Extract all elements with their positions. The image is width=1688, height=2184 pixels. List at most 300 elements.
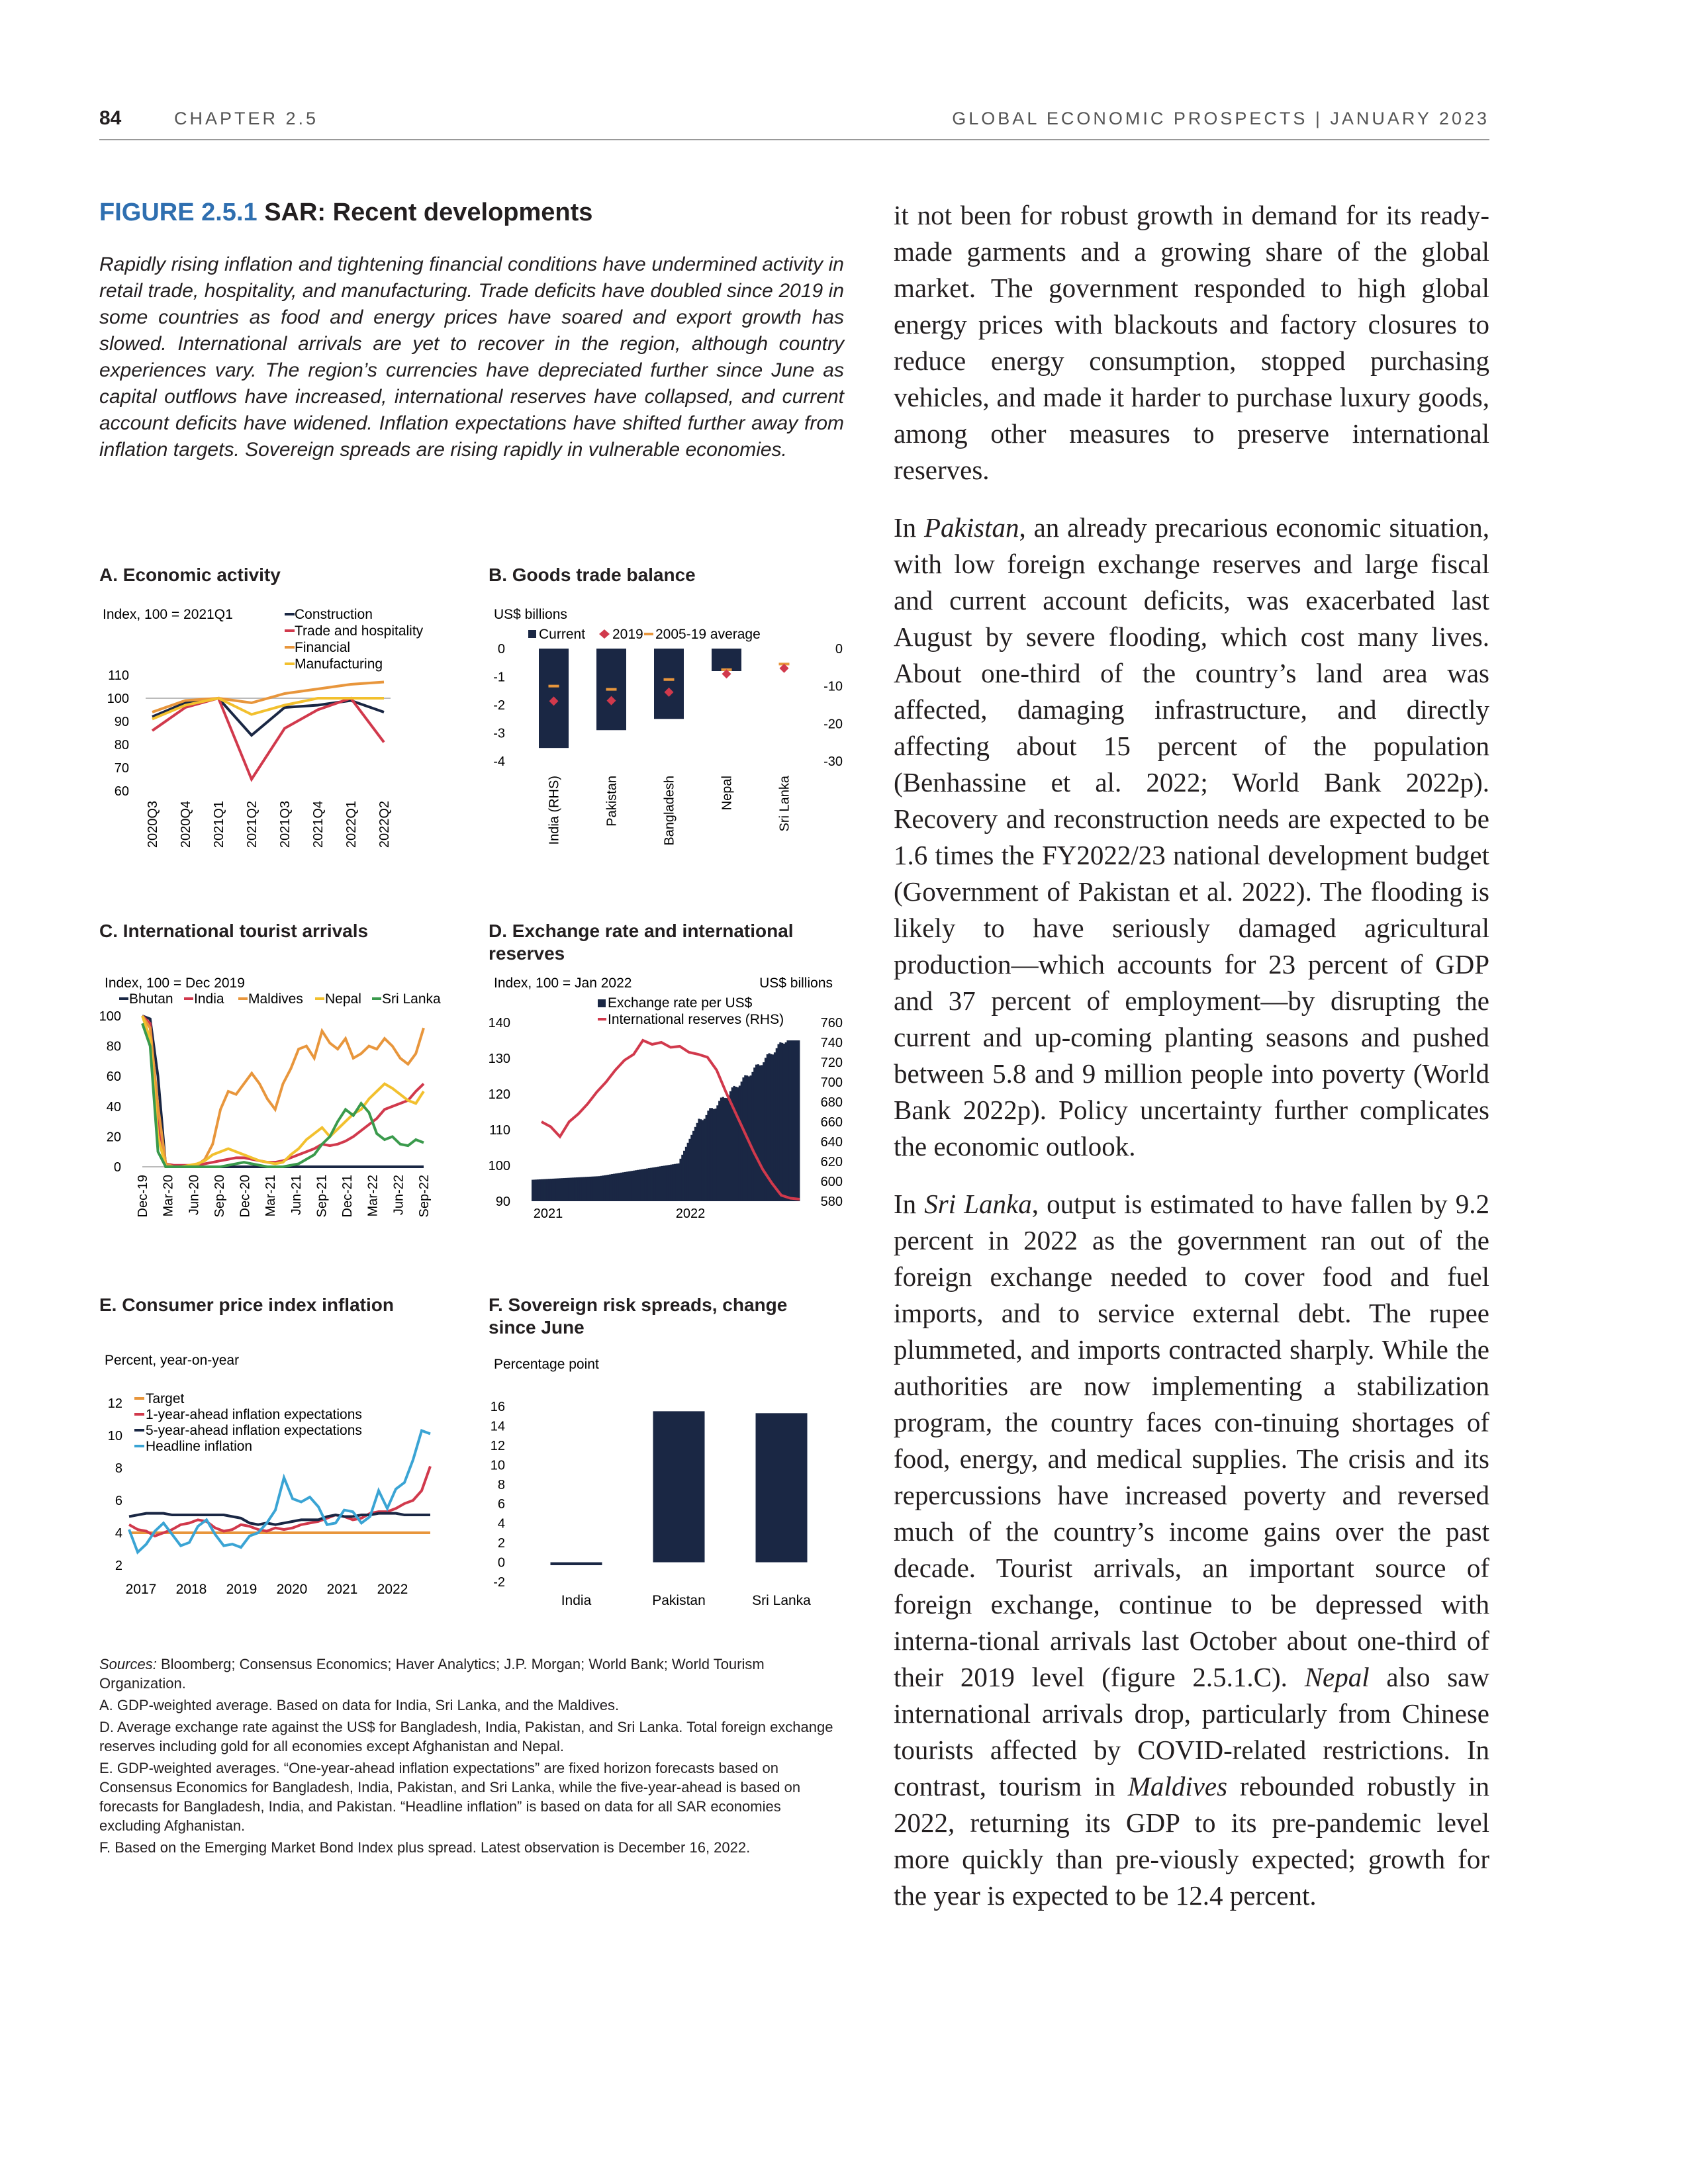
- chart-d-bar: [589, 1177, 591, 1201]
- chart-e-ytick: 6: [115, 1494, 122, 1508]
- chart-b-xtick: Pakistan: [604, 776, 620, 827]
- p3-country2: Nepal: [1304, 1662, 1370, 1692]
- chart-c-xtick: Jun-22: [391, 1175, 406, 1216]
- panel-d-title-line2: reserves: [489, 943, 565, 964]
- chart-d-bar: [550, 1179, 552, 1201]
- chart-e-xtick: 2019: [226, 1582, 258, 1597]
- chart-b-legend-label: Current: [539, 627, 586, 642]
- chart-d-bar: [565, 1178, 567, 1201]
- chart-d-ytick-left: 110: [489, 1123, 510, 1138]
- chart-d-bar: [598, 1176, 600, 1201]
- chart-a-ytick: 70: [114, 761, 129, 776]
- chart-c-ytick: 100: [99, 1009, 121, 1024]
- chart-d-bar: [688, 1139, 690, 1201]
- panel-f-title: [489, 1294, 787, 1339]
- chart-d-bar: [659, 1166, 661, 1201]
- chart-d-bar: [574, 1177, 576, 1201]
- chart-f-ytick: 2: [497, 1536, 505, 1551]
- chart-e-series-5-year-ahead-inflation-expectations: [129, 1514, 430, 1525]
- chart-a-xtick: 2021Q3: [278, 801, 293, 848]
- chart-d-bar: [576, 1177, 578, 1201]
- chart-d-bar: [536, 1179, 538, 1201]
- chart-a-economic-activity: [93, 602, 463, 893]
- chart-d-bar: [678, 1163, 680, 1201]
- chart-d-bar: [776, 1048, 778, 1201]
- chart-f-xtick: India: [561, 1593, 592, 1608]
- chart-a-ytick: 90: [114, 715, 129, 729]
- chart-f-xtick: Sri Lanka: [752, 1593, 811, 1608]
- chart-d-bar: [555, 1179, 557, 1201]
- chart-f-unit: Percentage point: [494, 1357, 599, 1372]
- chart-d-bar: [670, 1165, 672, 1201]
- chart-f-ytick: 0: [497, 1555, 505, 1570]
- chart-c-series-maldives: [142, 1016, 424, 1167]
- chart-d-bar: [786, 1040, 788, 1201]
- chart-c-series-india: [142, 1016, 424, 1165]
- chart-d-ytick-left: 90: [495, 1195, 510, 1209]
- chart-d-bar: [563, 1178, 565, 1201]
- chart-d-bar: [702, 1120, 704, 1201]
- chart-b-xtick: Nepal: [720, 776, 735, 811]
- p3-lead: In: [894, 1189, 925, 1219]
- chart-d-bar: [624, 1172, 626, 1201]
- chart-b-legend-swatch: [528, 630, 536, 638]
- chart-d-bar: [665, 1165, 667, 1201]
- notes-f: F. Based on the Emerging Market Bond Index plus spread. Latest observation is December 16, 2022.: [99, 1839, 751, 1856]
- chart-d-bar: [635, 1170, 637, 1201]
- chart-c-legend-label: Nepal: [325, 991, 361, 1007]
- chart-a-xtick: 2021Q4: [311, 801, 326, 848]
- chart-d-legend-label: International reserves (RHS): [608, 1012, 784, 1027]
- panel-d-title: [489, 920, 794, 965]
- chart-d-bar: [653, 1167, 655, 1201]
- panel-f-title-line1: F. Sovereign risk spreads, change: [489, 1295, 788, 1315]
- chart-d-bar: [632, 1171, 633, 1201]
- chart-b-xtick: Sri Lanka: [777, 776, 792, 832]
- figure-number: FIGURE 2.5.1: [99, 199, 258, 226]
- chart-a-xtick: 2022Q2: [377, 801, 392, 848]
- p3-mid: , output is estimated to have fallen by 9.2 percent in 2022 as the government ran out of the foreign exchange needed to cover food and fuel imports, and to service external debt. The rupee plummeted, and imports contracted sharply. While the authorities are now implementing a stabilization program, the country faces con-tinuing shortages of food, energy, and medical supplies. The crisis and its repercussions have increased poverty and reversed much of the country’s income gains over the past decade. Tourist arrivals, an important source of foreign exchange, continue to be depressed with interna-tional arrivals last October about one-third of their 2019 level (figure 2.5.1.C).: [894, 1189, 1489, 1692]
- chart-d-bar: [794, 1040, 796, 1201]
- chart-d-ytick-right: 720: [820, 1056, 843, 1070]
- chart-a-xtick: 2020Q3: [146, 801, 160, 848]
- chart-d-bar: [722, 1097, 724, 1201]
- panel-a-title: A. Economic activity: [99, 565, 281, 585]
- chart-c-xtick: Dec-21: [340, 1175, 355, 1218]
- chart-d-ytick-left: 120: [488, 1087, 510, 1102]
- chart-e-legend-label: Target: [146, 1391, 185, 1406]
- figure-notes: [99, 1655, 844, 1860]
- chart-d-bar: [571, 1177, 573, 1201]
- chart-d-bar: [578, 1177, 580, 1201]
- chart-d-legend-swatch: [598, 999, 606, 1007]
- chart-d-bar: [676, 1163, 678, 1201]
- chart-d-bar: [622, 1172, 624, 1201]
- chart-d-bar: [696, 1123, 698, 1201]
- chart-d-bar: [727, 1095, 729, 1201]
- chart-d-ytick-right: 640: [820, 1135, 843, 1150]
- chart-a-xtick: 2020Q4: [179, 801, 193, 848]
- chart-d-ytick-right: 660: [820, 1115, 843, 1130]
- chart-d-bar: [554, 1179, 556, 1201]
- chart-c-xtick: Jun-20: [187, 1175, 202, 1216]
- chart-d-bar: [785, 1042, 787, 1201]
- chart-b-unit: US$ billions: [494, 607, 567, 622]
- chart-c-series-bhutan: [142, 1016, 424, 1167]
- chart-f-sovereign-spreads: [482, 1343, 853, 1635]
- chart-b-ytick-left: 0: [497, 642, 505, 657]
- chart-d-bar: [690, 1135, 692, 1201]
- chart-c-xtick: Sep-22: [417, 1175, 432, 1218]
- chart-d-bar: [742, 1077, 744, 1201]
- chart-d-bar: [715, 1109, 717, 1201]
- chart-c-legend-label: Bhutan: [129, 991, 173, 1007]
- chart-d-bar: [637, 1170, 639, 1201]
- chart-b-ytick-left: -3: [493, 726, 505, 741]
- chart-d-bar: [548, 1179, 550, 1201]
- chart-c-ytick: 80: [106, 1039, 121, 1054]
- chart-d-bar: [713, 1109, 715, 1201]
- chart-d-bar: [709, 1108, 711, 1201]
- chart-d-bar: [735, 1087, 737, 1201]
- page-number: 84: [99, 107, 122, 129]
- chart-d-bar: [609, 1175, 611, 1202]
- chart-d-bar: [726, 1098, 727, 1201]
- chart-d-bar: [600, 1176, 602, 1201]
- chart-b-xtick: India (RHS): [547, 776, 562, 845]
- chart-d-legend-label: Exchange rate per US$: [608, 995, 753, 1011]
- chart-b-legend-label: 2019: [612, 627, 643, 642]
- body-paragraph-2: [894, 510, 1489, 1165]
- chart-d-bar: [711, 1108, 713, 1201]
- chart-c-xtick: Dec-19: [136, 1175, 150, 1218]
- chart-d-bar: [534, 1179, 536, 1201]
- chart-d-bar: [763, 1062, 765, 1201]
- chart-d-unit-right: US$ billions: [759, 976, 833, 991]
- chart-b-legend-swatch: [599, 629, 610, 639]
- p2-rest: , an already precarious economic situation, with low foreign exchange reserves and large fiscal and current account deficits, was exacerbated last August by severe flooding, which cost many lives. About one-third of the country’s land area was affected, damaging infrastructure, and directly affecting about 15 percent of the population (Benhassine et al. 2022; World Bank 2022p). Recovery and reconstruction needs are expected to be 1.6 times the FY2022/23 national development budget (Government of Pakistan et al. 2022). The flooding is likely to have seriously damaged agricultural production—which accounts for 23 percent of GDP and 37 percent of employment—by disrupting the current and up-coming planting seasons and pushed between 5.8 and 9 million people into poverty (World Bank 2022p). Policy uncertainty further complicates the economic outlook.: [894, 512, 1489, 1161]
- chart-f-xtick: Pakistan: [652, 1593, 706, 1608]
- chart-a-legend-label: Financial: [295, 640, 351, 655]
- chart-d-bar: [765, 1058, 767, 1201]
- chart-e-ytick: 8: [115, 1461, 122, 1476]
- chart-b-ytick-right: -10: [823, 679, 843, 694]
- chart-d-bar: [669, 1165, 671, 1201]
- chart-d-bar: [706, 1115, 708, 1201]
- chart-d-bar: [545, 1179, 547, 1201]
- chart-b-legend-label: 2005-19 average: [655, 627, 761, 642]
- chart-c-xtick: Mar-22: [365, 1175, 381, 1217]
- chart-d-bar: [585, 1177, 587, 1201]
- chart-d-bar: [729, 1091, 731, 1201]
- chart-d-bar: [716, 1105, 718, 1201]
- chart-f-bar-india: [551, 1563, 602, 1565]
- chart-d-bar: [594, 1177, 596, 1202]
- chart-f-ytick: 12: [490, 1438, 505, 1453]
- chart-d-bar: [613, 1174, 615, 1201]
- body-text: [894, 197, 1489, 1935]
- notes-sources-label: Sources:: [99, 1656, 157, 1672]
- chart-d-bar: [639, 1169, 641, 1201]
- chart-f-ytick: 4: [497, 1516, 505, 1531]
- chart-d-bar: [687, 1143, 689, 1201]
- header-rule: [99, 139, 1489, 140]
- chart-d-bar: [590, 1177, 592, 1201]
- chart-d-bar: [539, 1179, 541, 1201]
- chart-b-bar-nepal: [712, 649, 741, 671]
- chart-d-bar: [657, 1167, 659, 1201]
- chart-d-bar: [781, 1043, 783, 1201]
- chart-d-bar: [655, 1167, 657, 1201]
- p3-country: Sri Lanka: [924, 1189, 1032, 1219]
- chart-d-bar: [792, 1040, 794, 1201]
- chart-b-ytick-left: -1: [493, 670, 505, 685]
- chart-d-bar: [626, 1171, 628, 1201]
- chart-d-bar: [592, 1177, 594, 1201]
- figure-title-text: SAR: Recent developments: [264, 199, 593, 226]
- chart-c-xtick: Jun-21: [289, 1175, 304, 1216]
- chart-e-legend-label: 1-year-ahead inflation expectations: [146, 1407, 362, 1422]
- chart-e-ytick: 10: [107, 1429, 122, 1443]
- chart-d-bar: [559, 1178, 561, 1201]
- chart-d-bar: [759, 1066, 761, 1201]
- chart-c-ytick: 20: [106, 1130, 121, 1145]
- chart-d-bar: [596, 1176, 598, 1201]
- p2-lead: In: [894, 512, 925, 543]
- chart-f-ytick: -2: [493, 1575, 505, 1590]
- chart-d-bar: [777, 1044, 779, 1201]
- chart-c-legend-label: India: [194, 991, 224, 1007]
- chart-b-xtick: Bangladesh: [662, 776, 677, 846]
- chart-d-bar: [672, 1164, 674, 1201]
- chart-d-bar: [652, 1167, 654, 1201]
- chart-c-xtick: Sep-20: [212, 1175, 227, 1218]
- chart-d-bar: [583, 1177, 585, 1201]
- chart-a-legend-label: Trade and hospitality: [295, 623, 424, 639]
- chart-f-ytick: 8: [497, 1477, 505, 1492]
- chart-a-unit: Index, 100 = 2021Q1: [103, 607, 233, 622]
- chart-d-bar: [737, 1087, 739, 1201]
- chart-d-bar: [552, 1179, 554, 1201]
- chart-c-tourist-arrivals: [93, 966, 463, 1257]
- chart-a-ytick: 80: [114, 738, 129, 752]
- chart-d-bar: [679, 1159, 681, 1201]
- chart-e-xtick: 2021: [326, 1582, 358, 1597]
- chart-d-bar: [733, 1086, 735, 1201]
- chart-f-ytick: 14: [490, 1419, 505, 1434]
- chart-c-ytick: 0: [113, 1160, 121, 1175]
- chart-c-legend-label: Maldives: [248, 991, 303, 1007]
- chart-d-bar: [692, 1131, 694, 1201]
- chart-d-bar: [661, 1166, 663, 1201]
- chart-e-legend-label: Headline inflation: [146, 1439, 253, 1454]
- chart-b-goods-trade-balance: [482, 602, 853, 893]
- chart-d-bar: [581, 1177, 583, 1201]
- chart-f-ytick: 10: [490, 1458, 505, 1473]
- chart-d-ytick-right: 740: [820, 1036, 843, 1050]
- chart-d-bar: [602, 1175, 604, 1201]
- body-paragraph-3: [894, 1186, 1489, 1914]
- chart-e-ytick: 2: [115, 1559, 122, 1573]
- chart-d-ytick-right: 620: [820, 1155, 843, 1169]
- notes-a: A. GDP-weighted average. Based on data for India, Sri Lanka, and the Maldives.: [99, 1697, 620, 1713]
- chart-d-bar: [683, 1151, 685, 1201]
- p2-country: Pakistan: [924, 512, 1019, 543]
- chart-d-bar: [628, 1171, 630, 1201]
- p3-country3: Maldives: [1127, 1771, 1228, 1801]
- chart-d-bar: [611, 1174, 613, 1201]
- chart-c-xtick: Dec-20: [238, 1175, 253, 1218]
- chart-d-ytick-right: 700: [820, 1075, 843, 1090]
- chart-a-xtick: 2022Q1: [344, 801, 359, 848]
- chart-d-bar: [718, 1101, 720, 1201]
- chart-d-bar: [646, 1169, 648, 1202]
- chart-d-bar: [648, 1168, 650, 1201]
- chart-d-bar: [569, 1178, 571, 1201]
- chart-d-bar: [724, 1098, 726, 1201]
- chart-d-unit-left: Index, 100 = Jan 2022: [494, 976, 632, 991]
- p3-end: rebounded robustly in 2022, returning its GDP to its pre-pandemic level more quickly than pre-viously expected; growth for the year is expected to be 12.4 percent.: [894, 1771, 1489, 1911]
- figure-intro: Rapidly rising inflation and tightening financial conditions have undermined activity in retail trade, hospitality, and manufacturing. Trade deficits have doubled since 2019 in some countries as food and energy prices have soared and export growth has slowed. International arrivals are yet to recover in the region, although country experiences vary. The region’s currencies have depreciated further since June as capital outflows have increased, international reserves have collapsed, and current account deficits have widened. Inflation expectations have shifted further away from inflation targets. Sovereign spreads are rising rapidly in vulnerable economies.: [99, 253, 844, 461]
- chart-d-ytick-left: 100: [488, 1159, 510, 1173]
- notes-e: E. GDP-weighted averages. “One-year-ahead inflation expectations” are fixed horizon forecasts based on Consensus Economics for Bangladesh, India, Pakistan, and Sri Lanka, while the five-year-ahead is based on forecasts for Bangladesh, India, and Pakistan. “Headline inflation” is based on data for all SAR economies excluding Afghanistan.: [99, 1760, 801, 1834]
- chart-d-bar: [761, 1065, 763, 1201]
- chart-d-ytick-right: 580: [820, 1195, 843, 1209]
- notes-sources-text: Bloomberg; Consensus Economics; Haver Analytics; J.P. Morgan; World Bank; World Tourism Organization.: [99, 1656, 765, 1692]
- chart-e-xtick: 2017: [125, 1582, 157, 1597]
- chart-e-cpi-inflation: [93, 1343, 463, 1635]
- chart-d-ytick-right: 760: [820, 1016, 843, 1030]
- chart-d-bar: [796, 1040, 798, 1201]
- chart-c-xtick: Mar-20: [161, 1175, 176, 1217]
- chart-b-ytick-right: 0: [835, 642, 843, 657]
- chart-c-xtick: Mar-21: [263, 1175, 279, 1217]
- chart-d-bar: [644, 1169, 646, 1201]
- chart-d-bar: [537, 1179, 539, 1201]
- chart-e-unit: Percent, year-on-year: [105, 1353, 240, 1368]
- chart-d-bar: [618, 1173, 620, 1201]
- chart-d-bar: [633, 1171, 635, 1201]
- chart-a-ytick: 110: [108, 668, 129, 683]
- chart-d-bar: [641, 1169, 643, 1201]
- chart-f-ytick: 16: [490, 1400, 505, 1414]
- chart-d-ytick-right: 600: [820, 1175, 843, 1189]
- chart-e-xtick: 2018: [175, 1582, 207, 1597]
- chart-d-xtick: 2021: [533, 1206, 563, 1221]
- chart-b-bar-bangladesh: [654, 649, 684, 719]
- chart-d-bar: [532, 1180, 534, 1201]
- chart-d-bar: [663, 1165, 665, 1201]
- chart-d-bar: [720, 1098, 722, 1201]
- chart-d-bar: [608, 1175, 610, 1201]
- chart-d-bar: [772, 1054, 774, 1201]
- chart-d-bar: [606, 1175, 608, 1201]
- panel-f-title-line2: since June: [489, 1317, 585, 1338]
- chart-c-unit: Index, 100 = Dec 2019: [105, 976, 245, 991]
- chart-d-bar: [739, 1085, 741, 1201]
- chart-d-bar: [674, 1164, 676, 1201]
- chart-c-ytick: 60: [106, 1069, 121, 1085]
- panel-b-title: B. Goods trade balance: [489, 565, 696, 585]
- chart-b-ytick-left: -2: [493, 698, 505, 713]
- chart-d-bar: [630, 1171, 632, 1201]
- chart-d-bar: [707, 1111, 709, 1201]
- chart-d-bar: [604, 1175, 606, 1201]
- chart-e-legend-label: 5-year-ahead inflation expectations: [146, 1423, 362, 1438]
- chart-f-bar-pakistan: [653, 1411, 705, 1562]
- chart-d-bar: [750, 1075, 752, 1201]
- panel-e-title: E. Consumer price index inflation: [99, 1295, 394, 1315]
- figure-title: [99, 199, 592, 227]
- chart-d-exchange-rate-reserves: [482, 966, 859, 1257]
- chapter-label: CHAPTER 2.5: [174, 109, 319, 128]
- chart-b-ytick-right: -30: [823, 754, 843, 769]
- chart-d-bar: [616, 1173, 618, 1201]
- chart-d-bar: [543, 1179, 545, 1201]
- chart-d-bar: [704, 1119, 706, 1201]
- panel-c-title: C. International tourist arrivals: [99, 921, 369, 941]
- chart-a-legend-label: Construction: [295, 607, 373, 622]
- chart-d-bar: [541, 1179, 543, 1201]
- chart-e-xtick: 2022: [377, 1582, 408, 1597]
- chart-b-ytick-left: -4: [493, 754, 505, 769]
- chart-d-bar: [567, 1178, 569, 1201]
- chart-f-bar-sri-lanka: [756, 1413, 808, 1562]
- chart-d-bar: [681, 1155, 683, 1201]
- publication-title: GLOBAL ECONOMIC PROSPECTS | JANUARY 2023: [952, 109, 1489, 128]
- chart-d-bar: [685, 1147, 687, 1201]
- chart-d-bar: [798, 1040, 800, 1201]
- chart-d-bar: [561, 1178, 563, 1201]
- chart-d-bar: [587, 1177, 589, 1201]
- chart-d-bar: [557, 1179, 559, 1202]
- chart-d-bar: [615, 1173, 617, 1201]
- chart-d-bar: [620, 1173, 622, 1201]
- chart-b-ytick-right: -20: [823, 717, 843, 732]
- chart-a-xtick: 2021Q1: [212, 801, 226, 848]
- notes-sources: [99, 1655, 844, 1693]
- chart-f-ytick: 6: [497, 1497, 505, 1512]
- chart-d-ytick-left: 140: [488, 1016, 510, 1030]
- chart-a-ytick: 60: [114, 784, 129, 799]
- chart-d-bar: [779, 1042, 781, 1201]
- chart-e-ytick: 12: [107, 1396, 122, 1411]
- chart-d-bar: [572, 1177, 574, 1201]
- chart-d-bar: [700, 1119, 702, 1201]
- chart-a-xtick: 2021Q2: [245, 801, 259, 848]
- chart-d-xtick: 2022: [675, 1206, 706, 1221]
- chart-d-ytick-left: 130: [488, 1052, 510, 1066]
- chart-d-bar: [755, 1065, 757, 1201]
- chart-d-ytick-right: 680: [820, 1095, 843, 1110]
- chart-d-bar: [751, 1072, 753, 1201]
- chart-e-ytick: 4: [115, 1526, 122, 1541]
- chart-d-bar: [783, 1044, 785, 1201]
- chart-a-ytick: 100: [107, 692, 129, 706]
- chart-d-bar: [698, 1118, 700, 1201]
- body-paragraph-1: it not been for robust growth in demand for its ready-made garments and a growing share of the global market. The government responded to high global energy prices with blackouts and factory closures to reduce energy consumption, stopped purchasing vehicles, and made it harder to purchase luxury goods, among other measures to preserve international reserves.: [894, 200, 1489, 485]
- chart-d-bar: [790, 1040, 792, 1201]
- chart-d-bar: [757, 1064, 759, 1201]
- panel-d-title-line1: D. Exchange rate and international: [489, 921, 794, 941]
- chart-d-bar: [667, 1165, 669, 1201]
- notes-d: D. Average exchange rate against the US$ for Bangladesh, India, Pakistan, and Sri Lanka. Total foreign exchange reserves including gold for all economies except Afghanistan and Nepal.: [99, 1719, 833, 1754]
- chart-d-bar: [580, 1177, 582, 1201]
- chart-d-bar: [694, 1127, 696, 1201]
- chart-d-bar: [753, 1068, 755, 1201]
- chart-d-bar: [650, 1168, 652, 1201]
- chart-c-xtick: Sep-21: [314, 1175, 330, 1218]
